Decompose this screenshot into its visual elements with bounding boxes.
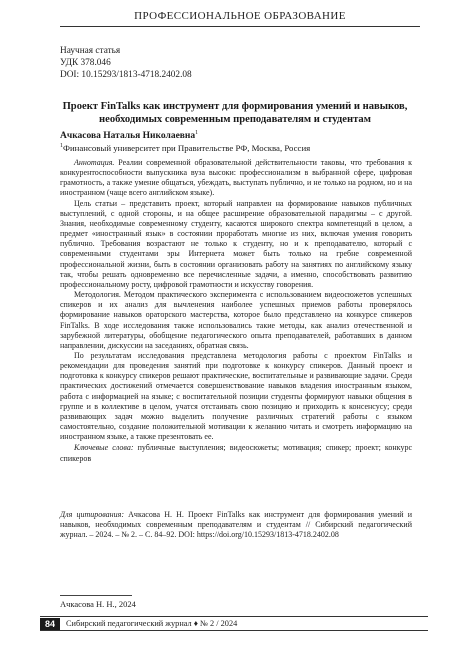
citation-label: Для цитирования: [60, 510, 124, 519]
footnote-divider [60, 595, 132, 596]
citation [60, 510, 412, 541]
keywords-label: Ключевые слова: [74, 443, 134, 453]
journal-name: Сибирский педагогический журнал ♦ № 2 / 2024 [66, 619, 238, 628]
author-name: Ачкасова Наталья Николаевна [60, 131, 196, 142]
udc-code: УДК 378.046 [60, 58, 111, 68]
citation-text: Ачкасова Н. Н. Проект FinTalks как инструмент для формирования умений и навыков, необходимых современным преподавателям и студентам // Сибирский педагогический журнал. – 2024. – № 2. – С. 84–92. DOI: https://doi.org/10.15293/1813-4718.2402.08 [60, 510, 413, 540]
header-divider [60, 26, 420, 27]
keywords [60, 443, 412, 463]
abstract-p2: Цель статьи – представить проект, который направлен на формирование навыков публичных выступлений, с одной стороны, и на общее расширение образовательной парадигмы – с другой. Знания, необходимые современному студенту, касаются широкого спектра компетенций в целом, а предмет «иностранный язык» в состоянии проработать многие из них, включая умения говорить публично. Требования возрастают не только к студенту, но и к преподавателю, который с современными студентами эры Интернета может быть только на гребне современной профессиональной жизни, быть в состоянии организовать работу на занятиях по английскому языку так, чтобы решать одновременно все перечисленные задачи, а именно, способствовать развитию профессиональному росту, цифровой грамотности и искусству говорения. [60, 198, 412, 289]
abstract-p3: Методология. Методом практического эксперимента с использованием видеосюжетов успешных спикеров и их анализ для вычленения наиболее успешных приемов работы проверялось формирование навыков ораторского мастерства, которое было представлено на конкурсе спикеров FinTalks. В ходе исследования также использовались такие методы, как анализ отечественной и зарубежной литературы, обобщение педагогического опыта преподавателей, работавших в данном направлении, дискуссии на заседаниях, обратная связь. [60, 290, 412, 350]
author [60, 130, 198, 141]
affiliation [60, 143, 310, 153]
abstract-p1-text: Реалии современной образовательной действительности таковы, что требования к конкурентоспособности выпускника вуза высоки: профессионализм в выбранной сфере, цифровая грамотность, а также умение общаться, убеждать, выступать публично, и не только на родном, но и на иностранном (чаще всего английском языке). [60, 158, 413, 198]
article-meta [60, 45, 192, 81]
abstract-p1 [60, 158, 412, 199]
section-header: ПРОФЕССИОНАЛЬНОЕ ОБРАЗОВАНИЕ [134, 10, 346, 22]
page-number: 84 [40, 618, 60, 630]
affiliation-text: Финансовый университет при Правительстве РФ, Москва, Россия [63, 143, 311, 153]
abstract-p4: По результатам исследования представлена методология работы с проектом FinTalks и рекомендации для проведения занятий при подготовке к конкурсу спикеров. Данный проект и подготовка к конкурсу спикеров решают практические, воспитательные и развивающие задачи. Среди практических достижений отмечается совершенствование навыков владения иностранным языком, работа с информацией на языке; с воспитательной позиции студенты формируют навыки общения в группе и в коллективе в целом, учатся отстаивать свою позицию и приходить к консенсусу; среди развивающих задач можно выделить получение различных стратегий работы с языком самостоятельно, создание положительной мотивации к желанию читать и смотреть информацию на иностранном языке, а также презентовать ее. [60, 350, 412, 442]
page-footer [40, 616, 428, 631]
article-type: Научная статья [60, 46, 121, 56]
author-affil-mark: 1 [195, 130, 199, 136]
doi: DOI: 10.15293/1813-4718.2402.08 [60, 70, 192, 80]
abstract-label: Аннотация. [74, 158, 115, 167]
affil-mark: 1 [60, 143, 63, 150]
article-title: Проект FinTalks как инструмент для формирования умений и навыков, необходимых современным преподавателям и студентам [62, 101, 408, 125]
copyright: Ачкасова Н. Н., 2024 [60, 599, 136, 609]
abstract [60, 158, 412, 464]
keywords-text: публичные выступления; видеосюжеты; мотивация; спикер; проект; конкурс спикеров [60, 443, 413, 463]
